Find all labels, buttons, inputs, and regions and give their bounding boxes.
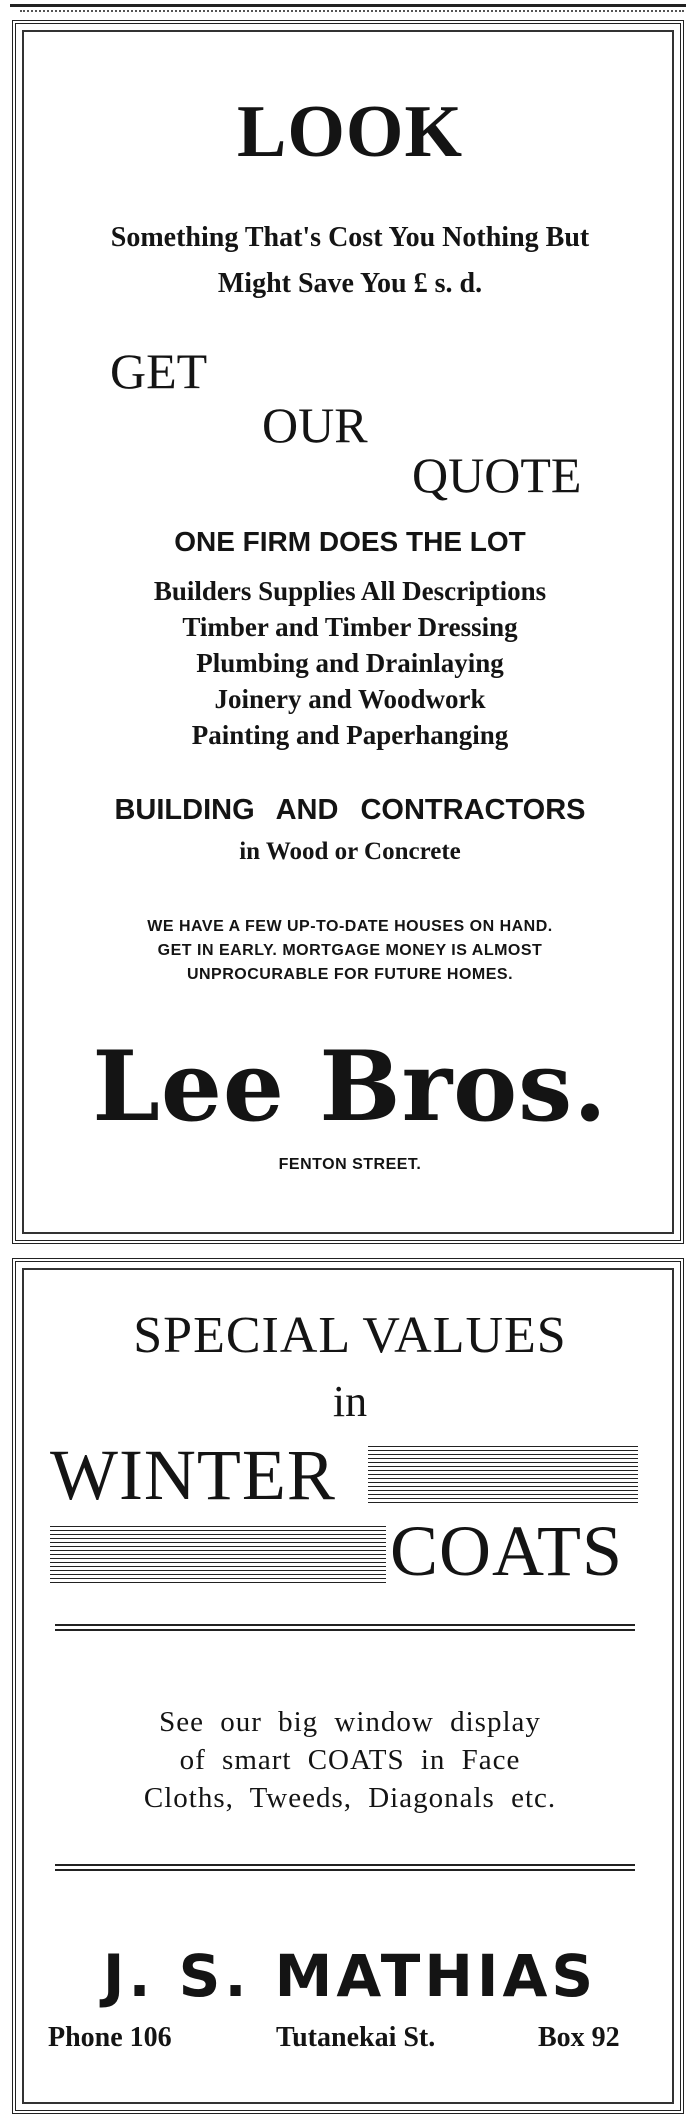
notice-line: UNPROCURABLE FOR FUTURE HOMES. [186, 966, 514, 983]
double-rule-divider [55, 1624, 635, 1631]
word-winter: WINTER [50, 1435, 336, 1515]
word-coats: COATS [390, 1511, 624, 1591]
tagline-line-2: Might Save You £ s. d. [217, 268, 483, 299]
hatch-decoration [50, 1526, 386, 1584]
notice-line: GET IN EARLY. MORTGAGE MONEY IS ALMOST [157, 942, 543, 959]
description-line: Cloths, Tweeds, Diagonals etc. [143, 1782, 557, 1814]
headline-look: LOOK [236, 91, 464, 173]
step-quote: QUOTE [412, 447, 582, 503]
description-line: See our big window display [159, 1706, 541, 1738]
service-item: Painting and Paperhanging [191, 720, 509, 750]
step-our: OUR [262, 397, 368, 453]
hatch-decoration [368, 1446, 638, 1506]
po-box: Box 92 [538, 2022, 620, 2053]
top-border-line [10, 4, 686, 7]
service-item: Plumbing and Drainlaying [196, 648, 504, 678]
brand-name: Lee Bros. [92, 1030, 608, 1143]
brand-address: FENTON STREET. [278, 1156, 422, 1173]
double-rule-divider [55, 1864, 635, 1871]
firm-slogan: ONE FIRM DOES THE LOT [174, 526, 526, 557]
firm-name: J. S. MATHIAS [102, 1942, 598, 2010]
street-address: Tutanekai St. [276, 2022, 436, 2053]
service-item: Builders Supplies All Descriptions [153, 576, 547, 606]
service-item: Timber and Timber Dressing [182, 612, 518, 642]
top-dotted-line [20, 10, 684, 14]
step-get: GET [110, 343, 208, 399]
building-contractors-heading: BUILDING AND CONTRACTORS [114, 794, 586, 826]
tagline-line-1: Something That's Cost You Nothing But [110, 222, 590, 253]
materials-line: in Wood or Concrete [239, 838, 461, 865]
service-item: Joinery and Woodwork [214, 684, 486, 714]
description-line: of smart COATS in Face [179, 1744, 521, 1776]
special-values-heading: SPECIAL VALUES [133, 1307, 567, 1364]
phone-number: Phone 106 [48, 2022, 172, 2053]
connector-word: in [332, 1377, 368, 1426]
notice-line: WE HAVE A FEW UP-TO-DATE HOUSES ON HAND. [147, 918, 553, 935]
